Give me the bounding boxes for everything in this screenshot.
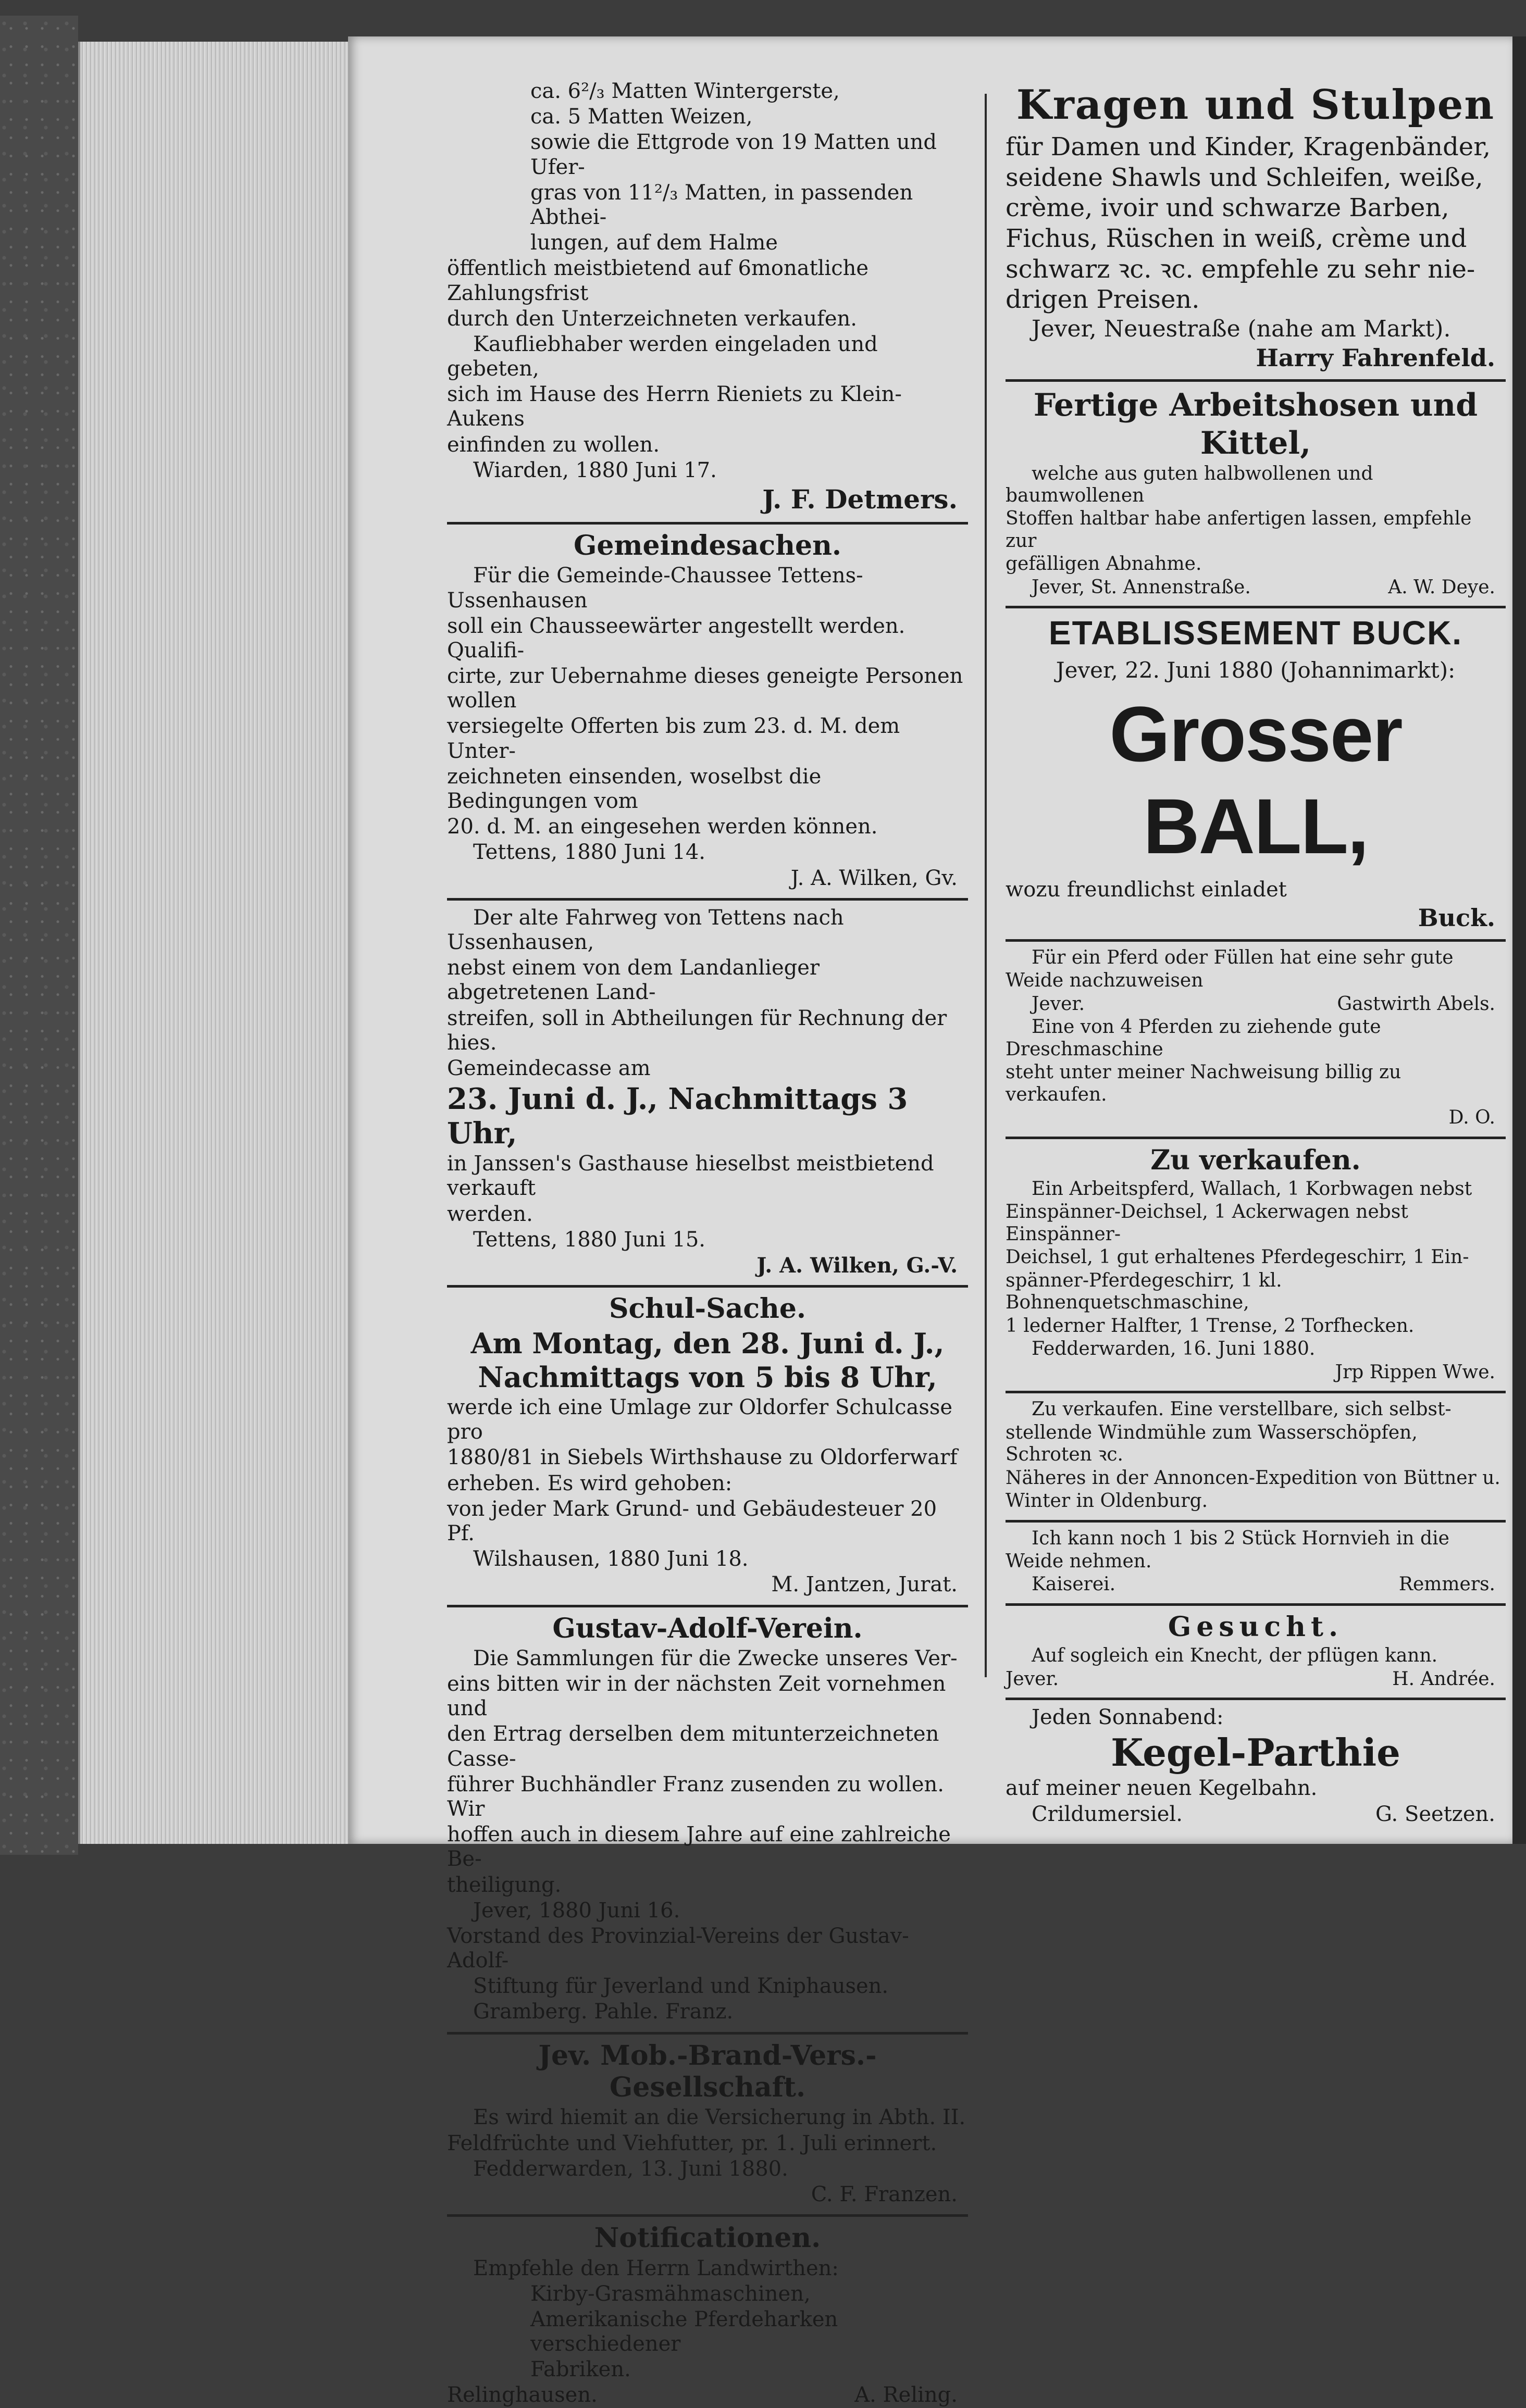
- crop-list: [447, 79, 968, 255]
- highlight-time: Nachmittags von 5 bis 8 Uhr,: [478, 1361, 937, 1394]
- rule: [447, 898, 968, 901]
- text-line: sowie die Ettgrode von 19 Matten und Ufer-: [530, 130, 937, 179]
- text-line: wozu freundlichst einladet: [1006, 878, 1287, 902]
- text-line: öffentlich meistbietend auf 6monatliche Zahlungsfrist: [447, 256, 869, 305]
- ad-date: Fedderwarden, 16. Juni 1880.: [1032, 1338, 1316, 1360]
- ad-zu-verkaufen: [1006, 1144, 1506, 1384]
- ad-signature: Gramberg. Pahle. Franz.: [473, 2000, 734, 2024]
- text-line: von jeder Mark Grund- und Gebäudesteuer 20 Pf.: [447, 1496, 937, 1545]
- text-line: stellende Windmühle zum Wasserschöpfen, Schroten ꝛc.: [1006, 1421, 1418, 1466]
- ad-place: Relinghausen.: [447, 2383, 598, 2407]
- rule: [1006, 1137, 1506, 1139]
- text-line: Kirby-Grasmähmaschinen,: [530, 2281, 811, 2306]
- ad-date: Jever, 1880 Juni 16.: [473, 1898, 680, 1923]
- ad-fahrweg: [447, 906, 968, 1278]
- text-line: cirte, zur Uebernahme dieses geneigte Personen wollen: [447, 664, 963, 713]
- rule: [1006, 606, 1506, 608]
- signature-row: [1006, 1574, 1506, 1595]
- text-line: sich im Hause des Herrn Rieniets zu Klein-Aukens: [447, 382, 902, 431]
- left-column: [447, 78, 968, 2408]
- ad-date: Tettens, 1880 Juni 14.: [473, 840, 705, 865]
- ad-brand-versicherung: [447, 2040, 968, 2207]
- text-line: steht unter meiner Nachweisung billig zu verkaufen.: [1006, 1062, 1401, 1105]
- text-line: Ich kann noch 1 bis 2 Stück Hornvieh in die: [1032, 1527, 1449, 1549]
- ad-signature: Jrp Rippen Wwe.: [1335, 1361, 1495, 1383]
- text-line: zeichneten einsenden, woselbst die Bedingungen vom: [447, 764, 822, 814]
- right-edge: [1512, 36, 1526, 1844]
- ad-headline-large: Grosser BALL,: [1109, 690, 1402, 870]
- text-line: nebst einem von dem Landanlieger abgetretenen Land-: [447, 956, 820, 1005]
- ad-place: Jever.: [1006, 1668, 1059, 1690]
- ad-place: Kaiserei.: [1032, 1574, 1116, 1595]
- ad-signature: A. Reling.: [854, 2383, 958, 2407]
- text-line: 20. d. M. an eingesehen werden können.: [447, 815, 878, 839]
- text-line: Vorstand des Provinzial-Vereins der Gustav-Adolf-: [447, 1924, 909, 1973]
- text-line: 1880/81 in Siebels Wirthshause zu Oldorferwarf: [447, 1445, 958, 1470]
- ad-kragen: [1006, 81, 1506, 372]
- signature-row: [447, 2383, 968, 2407]
- rule: [447, 1605, 968, 1607]
- text-line: soll ein Chausseewärter angestellt werden. Qualifi-: [447, 614, 905, 663]
- text-line: gras von 11²/₃ Matten, in passenden Abthei-: [530, 180, 913, 229]
- ad-signature: G. Seetzen.: [1375, 1802, 1495, 1826]
- ad-signature: A. W. Deye.: [1388, 576, 1495, 598]
- text-line: Stoffen haltbar habe anfertigen lassen, empfehle zur: [1006, 508, 1472, 552]
- ad-etablissement-buck: [1006, 614, 1506, 932]
- text-line: lungen, auf dem Halme: [530, 231, 778, 255]
- rule: [1006, 1520, 1506, 1523]
- text-line: seidene Shawls und Schleifen, weiße,: [1006, 163, 1483, 192]
- ad-date: Wiarden, 1880 Juni 17.: [473, 458, 717, 482]
- text-line: streifen, soll in Abtheilungen für Rechnung der hies.: [447, 1006, 947, 1055]
- rule: [447, 1285, 968, 1288]
- column-divider: [985, 94, 987, 1677]
- rule: [1006, 1391, 1506, 1393]
- text-line: eins bitten wir in der nächsten Zeit vornehmen und: [447, 1672, 946, 1721]
- ad-signature: J. A. Wilken, Gv.: [790, 866, 958, 890]
- ad-place: Jever.: [1032, 993, 1085, 1015]
- ad-address: Jever, Neuestraße (nahe am Markt).: [1032, 315, 1451, 342]
- text-line: Auf sogleich ein Knecht, der pflügen kann.: [1032, 1645, 1438, 1667]
- text-line: drigen Preisen.: [1006, 285, 1200, 315]
- ad-date: Fedderwarden, 13. Juni 1880.: [473, 2156, 788, 2181]
- text-line: spänner-Pferdegeschirr, 1 kl. Bohnenquetschmaschine,: [1006, 1269, 1282, 1314]
- ad-signature: J. A. Wilken, G.-V.: [756, 1253, 958, 1278]
- ad-windmuehle: [1006, 1399, 1506, 1512]
- text-line: werde ich eine Umlage zur Oldorfer Schulcasse pro: [447, 1395, 953, 1444]
- text-line: auf meiner neuen Kegelbahn.: [1006, 1776, 1318, 1801]
- rule: [1006, 939, 1506, 942]
- text-line: gefälligen Abnahme.: [1006, 553, 1202, 575]
- text-line: schwarz ꝛc. ꝛc. empfehle zu sehr nie-: [1006, 254, 1475, 284]
- section-heading: Schul-Sache.: [609, 1293, 807, 1325]
- page-edges: [78, 42, 351, 1844]
- ad-place: Crildumersiel.: [1032, 1802, 1183, 1826]
- text-line: Gemeindecasse am: [447, 1056, 651, 1080]
- ad-signature: H. Andrée.: [1392, 1668, 1495, 1690]
- text-line: Feldfrüchte und Viehfutter, pr. 1. Juli erinnert.: [447, 2131, 937, 2155]
- ad-kegel-parthie: [1006, 1705, 1506, 1827]
- section-heading: Jev. Mob.-Brand-Vers.-Gesellschaft.: [538, 2039, 877, 2104]
- ad-date: Tettens, 1880 Juni 15.: [473, 1227, 705, 1252]
- text-line: einfinden zu wollen.: [447, 432, 660, 457]
- text-line: Kaufliebhaber werden eingeladen und gebeten,: [447, 332, 878, 381]
- ad-signature: Buck.: [1418, 903, 1495, 932]
- ad-headline: Kittel,: [1200, 425, 1311, 461]
- text-line: Stiftung für Jeverland und Kniphausen.: [473, 1974, 889, 1999]
- ad-place: Jever, St. Annenstraße.: [1032, 576, 1251, 598]
- text-line: 1 lederner Halfter, 1 Trense, 2 Torfhecken.: [1006, 1315, 1415, 1337]
- text-line: in Janssen's Gasthause hieselbst meistbietend verkauft: [447, 1152, 934, 1201]
- text-line: welche aus guten halbwollenen und baumwollenen: [1006, 463, 1373, 507]
- text-line: den Ertrag derselben dem mitunterzeichneten Casse-: [447, 1722, 939, 1771]
- ad-date: Wilshausen, 1880 Juni 18.: [473, 1547, 749, 1571]
- ad-headline: Kragen und Stulpen: [1016, 81, 1495, 129]
- highlight-date: Am Montag, den 28. Juni d. J.,: [470, 1326, 945, 1360]
- ad-signature: J. F. Detmers.: [762, 484, 958, 515]
- rule: [447, 522, 968, 525]
- text-line: führer Buchhändler Franz zusenden zu wollen. Wir: [447, 1772, 944, 1821]
- text-line: versiegelte Offerten bis zum 23. d. M. dem Unter-: [447, 714, 900, 763]
- section-heading: Zu verkaufen.: [1150, 1144, 1361, 1176]
- section-heading: Gesucht.: [1168, 1611, 1344, 1643]
- ad-headline: Fertige Arbeitshosen und: [1033, 386, 1478, 423]
- rule: [1006, 1603, 1506, 1606]
- ad-headline: ETABLISSEMENT BUCK.: [1048, 614, 1463, 652]
- text-line: Einspänner-Deichsel, 1 Ackerwagen nebst Einspänner-: [1006, 1201, 1408, 1245]
- rule: [1006, 1698, 1506, 1700]
- text-line: erheben. Es wird gehoben:: [447, 1471, 733, 1495]
- text-line: für Damen und Kinder, Kragenbänder,: [1006, 132, 1491, 162]
- text-line: ca. 5 Matten Weizen,: [530, 105, 753, 129]
- text-line: Amerikanische Pferdeharken verschiedener: [530, 2307, 838, 2356]
- text-line: Jeden Sonnabend:: [1032, 1705, 1224, 1730]
- ad-gesucht: [1006, 1611, 1506, 1690]
- ad-hornvieh: [1006, 1528, 1506, 1596]
- rule: [447, 2214, 968, 2217]
- text-line: Winter in Oldenburg.: [1006, 1490, 1208, 1512]
- text-line: werden.: [447, 1202, 533, 1226]
- rule: [447, 2032, 968, 2035]
- signature-row: [1006, 1668, 1506, 1690]
- text-line: Empfehle den Herrn Landwirthen:: [473, 2256, 839, 2280]
- text-line: Es wird hiemit an die Versicherung in Abth. II.: [473, 2105, 966, 2130]
- ad-headline: Kegel-Parthie: [1111, 1730, 1400, 1775]
- text-line: Ein Arbeitspferd, Wallach, 1 Korbwagen nebst: [1032, 1178, 1472, 1200]
- section-heading: Gemeindesachen.: [573, 530, 842, 562]
- section-heading: Notificationen.: [594, 2222, 821, 2254]
- right-column: [1006, 78, 1506, 1827]
- highlight-date: 23. Juni d. J., Nachmittags 3 Uhr,: [447, 1082, 908, 1151]
- ad-pferd-weide: [1006, 947, 1506, 1129]
- text-line: ca. 6²/₃ Matten Wintergerste,: [530, 79, 840, 103]
- text-line: Deichsel, 1 gut erhaltenes Pferdegeschirr, 1 Ein-: [1006, 1246, 1469, 1268]
- signature-row: [1006, 1802, 1506, 1827]
- ad-date: Jever, 22. Juni 1880 (Johannimarkt):: [1056, 657, 1456, 683]
- ad-signature: C. F. Franzen.: [811, 2182, 958, 2206]
- text-line: Weide nachzuweisen: [1006, 970, 1204, 992]
- ad-signature: D. O.: [1448, 1107, 1495, 1129]
- text-line: Fichus, Rüschen in weiß, crème und: [1006, 223, 1467, 253]
- ad-signature: Remmers.: [1398, 1574, 1495, 1595]
- ad-signature: Gastwirth Abels.: [1337, 993, 1495, 1015]
- text-line: Für die Gemeinde-Chaussee Tettens-Ussenhausen: [447, 564, 863, 613]
- text-line: Eine von 4 Pferden zu ziehende gute Dreschmaschine: [1006, 1016, 1381, 1060]
- ad-gemeindesachen: [447, 530, 968, 891]
- ad-notificationen: [447, 2222, 968, 2407]
- text-line: crème, ivoir und schwarze Barben,: [1006, 193, 1449, 223]
- text-line: Fabriken.: [530, 2357, 631, 2382]
- signature-row: [1006, 993, 1506, 1015]
- text-line: Weide nehmen.: [1006, 1551, 1152, 1573]
- text-line: Zu verkaufen. Eine verstellbare, sich selbst-: [1032, 1399, 1451, 1420]
- ad-arbeitshosen: [1006, 387, 1506, 598]
- text-line: Näheres in der Annoncen-Expedition von Büttner u.: [1006, 1467, 1500, 1489]
- ad-gustav-adolf: [447, 1613, 968, 2025]
- ad-signature: Harry Fahrenfeld.: [1256, 343, 1495, 372]
- ad-schul-sache: [447, 1293, 968, 1597]
- signature-row: [1006, 577, 1506, 598]
- section-heading: Gustav-Adolf-Verein.: [552, 1612, 863, 1644]
- text-line: Die Sammlungen für die Zwecke unseres Ver-: [473, 1646, 958, 1670]
- rule: [1006, 379, 1506, 382]
- ad-auction-crops: [447, 79, 968, 515]
- ad-signature: M. Jantzen, Jurat.: [771, 1573, 958, 1597]
- book-cover: [0, 16, 78, 1855]
- text-line: theiligung.: [447, 1873, 562, 1897]
- text-line: durch den Unterzeichneten verkaufen.: [447, 306, 858, 331]
- text-line: Der alte Fahrweg von Tettens nach Ussenhausen,: [447, 905, 844, 954]
- text-line: hoffen auch in diesem Jahre auf eine zahlreiche Be-: [447, 1823, 951, 1871]
- text-line: Für ein Pferd oder Füllen hat eine sehr gute: [1032, 946, 1454, 968]
